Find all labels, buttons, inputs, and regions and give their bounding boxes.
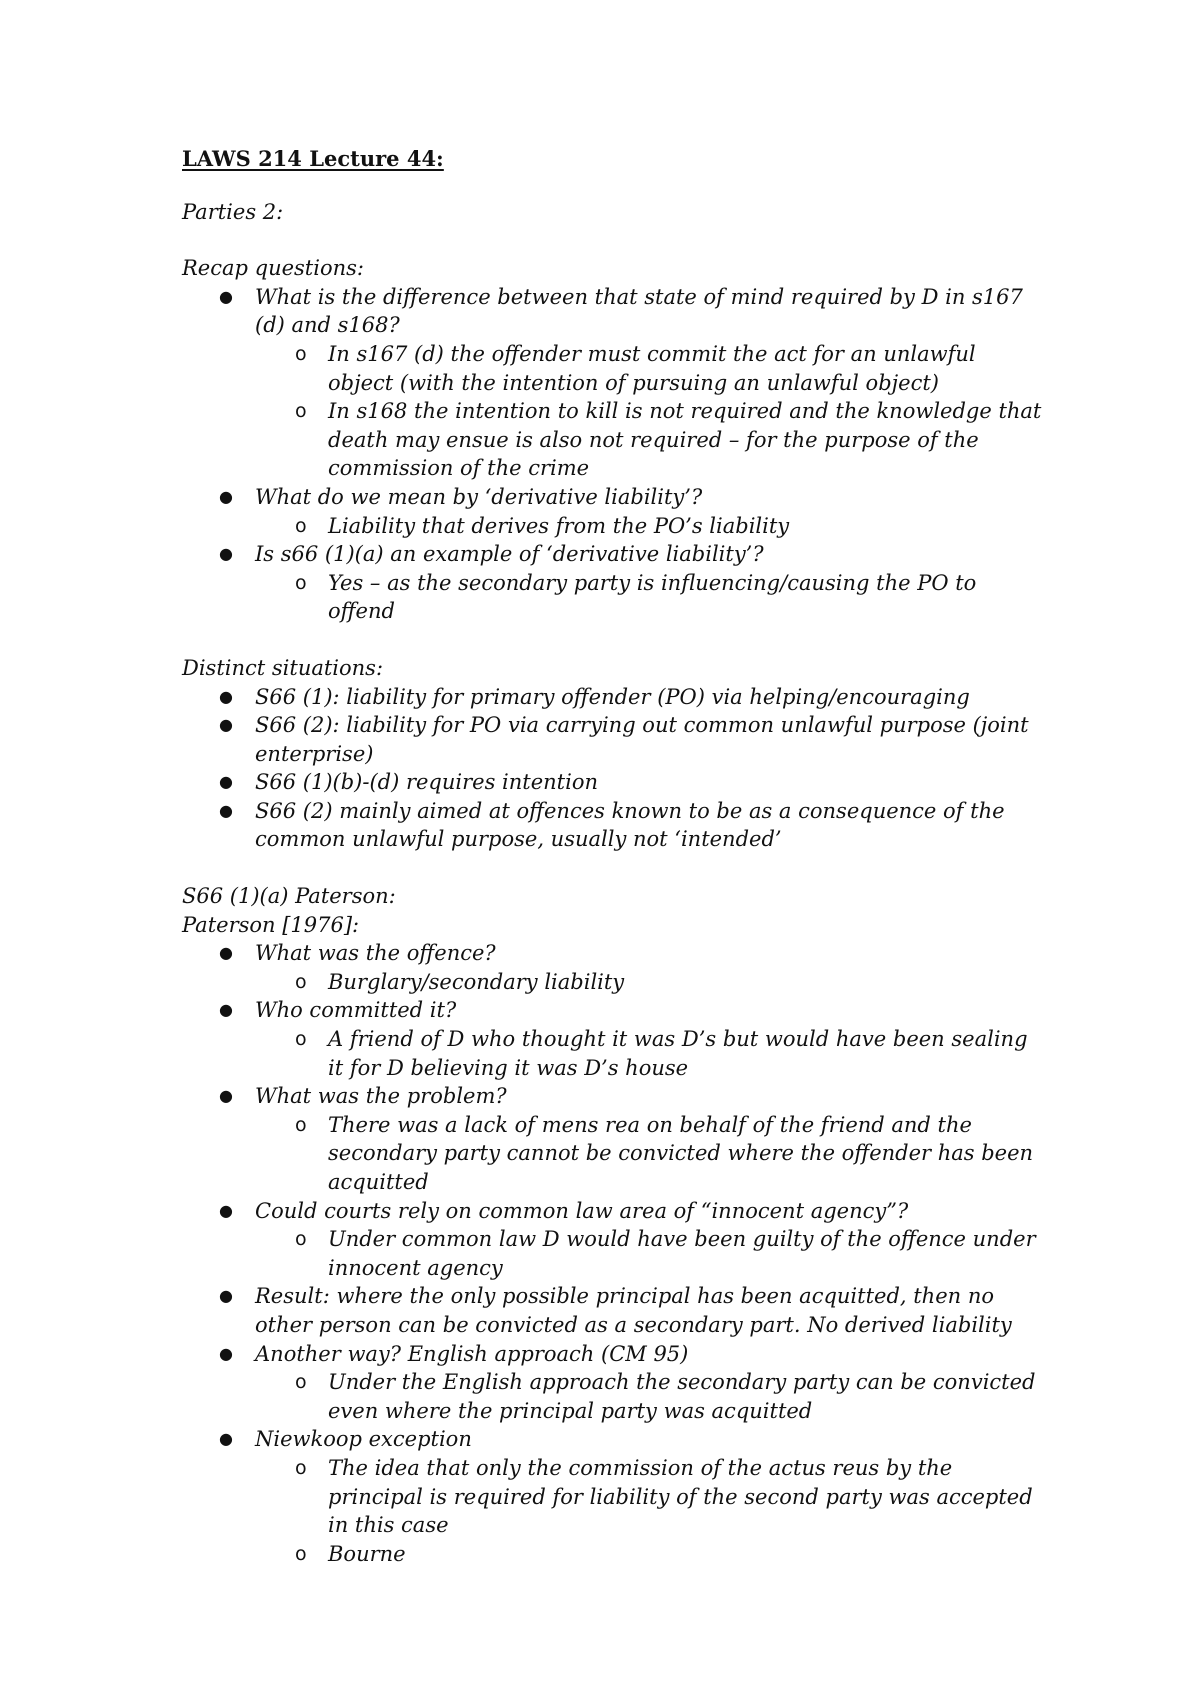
document-title: LAWS 214 Lecture 44: [182, 146, 444, 171]
sub-list-item [295, 569, 1042, 626]
sub-list-item-text: A friend of D who thought it was D’s but would have been sealing it for D believing it was D’s house [328, 1027, 1028, 1080]
list-item-text: Who committed it? [255, 998, 457, 1023]
sub-list-item [295, 1540, 1042, 1569]
sub-bullet-icon: o [295, 970, 307, 993]
bullet-icon: ● [219, 686, 233, 706]
sub-bullet-icon: o [295, 1228, 307, 1251]
sub-list-item-text: In s167 (d) the offender must commit the act for an unlawful object (with the intention of pursuing an unlawful object) [328, 341, 976, 395]
bullet-list-paterson [182, 939, 1042, 1568]
sub-list-item [295, 397, 1042, 483]
sub-list-item-text: In s168 the intention to kill is not required and the knowledge that death may ensue is also not required – for the purpose of the commission of the crime [328, 399, 1042, 481]
sub-bullet-icon: o [295, 342, 307, 365]
list-item [219, 1425, 1042, 1568]
list-item [219, 768, 1042, 797]
sub-list [255, 1111, 1042, 1197]
bullet-icon: ● [219, 943, 233, 963]
bullet-icon: ● [219, 1429, 233, 1449]
list-item-text: Is s66 (1)(a) an example of ‘derivative liability’? [255, 542, 764, 567]
sub-list-item-text: Under common law D would have been guilty of the offence under innocent agency [328, 1227, 1036, 1280]
bullet-list-recap [182, 283, 1042, 626]
bullet-icon: ● [219, 1000, 233, 1020]
sub-list [255, 1368, 1042, 1425]
sub-list-item [295, 1025, 1042, 1082]
sub-list-item [295, 968, 1042, 997]
list-item [219, 797, 1042, 854]
bullet-icon: ● [219, 1086, 233, 1106]
sub-bullet-icon: o [295, 1456, 307, 1479]
bullet-icon: ● [219, 715, 233, 735]
list-item [219, 1340, 1042, 1426]
document-body [182, 145, 1042, 1568]
sub-list-item-text: Yes – as the secondary party is influencing/causing the PO to offend [328, 570, 977, 624]
sub-list-item-text: There was a lack of mens rea on behalf of the friend and the secondary party cannot be convicted where the offender has been acquitted [328, 1112, 1034, 1194]
sub-list [255, 968, 1042, 997]
sub-list [255, 1454, 1042, 1568]
sub-bullet-icon: o [295, 1542, 307, 1565]
list-item-text: Result: where the only possible principal has been acquitted, then no other person can be convicted as a secondary part. No derived liability [255, 1284, 1012, 1337]
sub-list-item [295, 1368, 1042, 1425]
sub-list-item [295, 1225, 1042, 1282]
list-item-text: What was the problem? [255, 1084, 507, 1109]
bullet-icon: ● [219, 1200, 233, 1220]
sub-list-item [295, 512, 1042, 541]
bullet-icon: ● [219, 1286, 233, 1306]
list-item-text: What is the difference between that state of mind required by D in s167 (d) and s168? [255, 284, 1023, 338]
document-subtitle: Parties 2: [182, 199, 284, 224]
sub-bullet-icon: o [295, 1028, 307, 1051]
section-heading-paterson: S66 (1)(a) Paterson: [182, 884, 396, 909]
sub-list [255, 340, 1042, 483]
list-item-text: Could courts rely on common law area of “innocent agency”? [255, 1198, 909, 1223]
sub-list-item [295, 1454, 1042, 1540]
list-item-text: Another way? English approach (CM 95) [255, 1341, 689, 1366]
bullet-icon: ● [219, 544, 233, 564]
list-item-text: What do we mean by ‘derivative liability’? [255, 484, 703, 509]
list-item [219, 711, 1042, 768]
list-item [219, 1282, 1042, 1339]
sub-bullet-icon: o [295, 400, 307, 423]
bullet-list-distinct [182, 683, 1042, 855]
bullet-icon: ● [219, 772, 233, 792]
sub-list-item-text: Bourne [328, 1541, 406, 1566]
spacer [182, 226, 1042, 254]
sub-bullet-icon: o [295, 1371, 307, 1394]
list-item-text: S66 (2) mainly aimed at offences known to be as a consequence of the common unlawful purpose, usually not ‘intended’ [255, 798, 1005, 852]
list-item [219, 939, 1042, 996]
list-item [219, 1197, 1042, 1283]
spacer [182, 626, 1042, 654]
list-item-text: S66 (2): liability for PO via carrying out common unlawful purpose (joint enterprise) [255, 713, 1029, 766]
list-item-text: Niewkoop exception [255, 1427, 472, 1452]
sub-list-item-text: Under the English approach the secondary party can be convicted even where the principal party was acquitted [328, 1370, 1036, 1423]
sub-list [255, 1225, 1042, 1282]
sub-bullet-icon: o [295, 1113, 307, 1136]
sub-list-item-text: The idea that only the commission of the actus reus by the principal is required for liability of the second party was accepted in this case [328, 1455, 1033, 1538]
sub-list [255, 512, 1042, 541]
section-heading-recap: Recap questions: [182, 256, 364, 281]
list-item [219, 1082, 1042, 1196]
sub-list-item-text: Liability that derives from the PO’s liability [328, 513, 790, 538]
bullet-icon: ● [219, 486, 233, 506]
section-subheading-paterson-case: Paterson [1976]: [182, 912, 360, 937]
sub-list [255, 1025, 1042, 1082]
list-item-text: S66 (1): liability for primary offender (PO) via helping/encouraging [255, 684, 970, 709]
bullet-icon: ● [219, 286, 233, 306]
list-item-text: What was the offence? [255, 941, 496, 966]
sub-list-item-text: Burglary/secondary liability [328, 969, 625, 994]
bullet-icon: ● [219, 1343, 233, 1363]
sub-list-item [295, 340, 1042, 397]
list-item [219, 540, 1042, 626]
sub-list-item [295, 1111, 1042, 1197]
list-item-text: S66 (1)(b)-(d) requires intention [255, 770, 598, 795]
spacer [182, 854, 1042, 882]
sub-list [255, 569, 1042, 626]
section-heading-distinct-situations: Distinct situations: [182, 655, 384, 680]
sub-bullet-icon: o [295, 571, 307, 594]
list-item [219, 483, 1042, 540]
list-item [219, 283, 1042, 483]
list-item [219, 996, 1042, 1082]
bullet-icon: ● [219, 800, 233, 820]
sub-bullet-icon: o [295, 514, 307, 537]
list-item [219, 683, 1042, 712]
